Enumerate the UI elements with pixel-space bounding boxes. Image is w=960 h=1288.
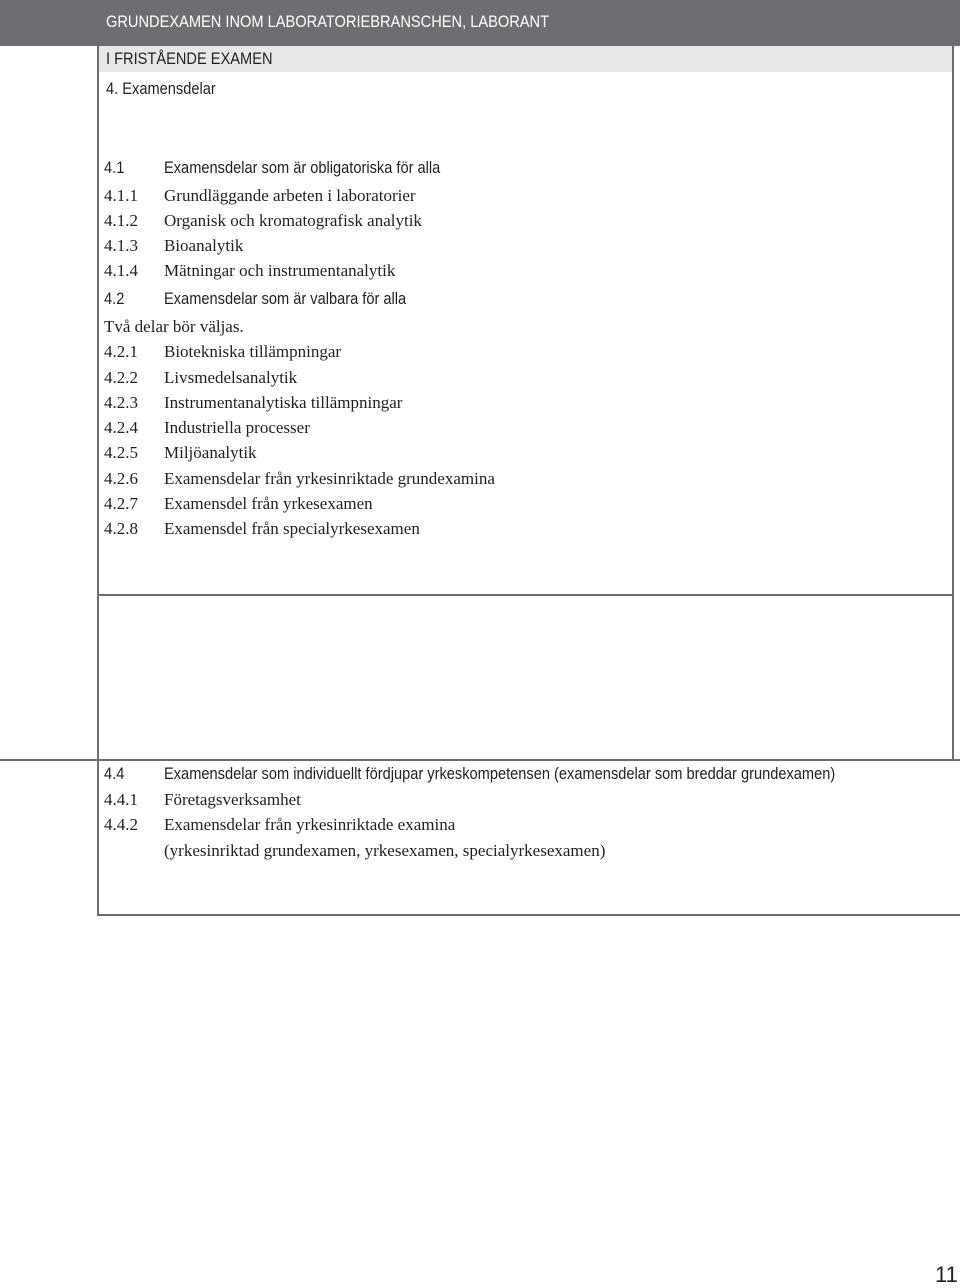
toc-text: Examensdel från yrkesexamen: [164, 494, 373, 513]
toc-text: Mätningar och instrumentanalytik: [164, 261, 396, 280]
page-header-title: GRUNDEXAMEN INOM LABORATORIEBRANSCHEN, LABORANT: [106, 12, 550, 31]
toc-number: 4.2.7: [104, 494, 138, 513]
toc-number: 4.1.3: [104, 236, 138, 255]
subheader-text: I FRISTÅENDE EXAMEN: [106, 49, 273, 68]
toc-number: 4.2.6: [104, 469, 138, 488]
toc-text: Examensdelar från yrkesinriktade examina: [164, 815, 456, 834]
toc-number: 4.2.8: [104, 519, 138, 538]
toc-text: Examensdelar från yrkesinriktade grundexamina: [164, 469, 495, 488]
toc-text: Examensdelar som är obligatoriska för alla: [164, 158, 441, 177]
toc-number: 4.4: [104, 764, 125, 783]
toc-number: 4.1.2: [104, 211, 138, 230]
toc-text: Examensdelar som är valbara för alla: [164, 289, 407, 308]
toc-number: 4.2.5: [104, 443, 138, 462]
toc-number: 4.1: [104, 158, 125, 177]
toc-number: 4.2.2: [104, 368, 138, 387]
toc-number: 4.1.1: [104, 186, 138, 205]
page-number: 11: [935, 1262, 958, 1287]
toc-text: Livsmedelsanalytik: [164, 368, 298, 387]
toc-text: Organisk och kromatografisk analytik: [164, 211, 422, 230]
toc-text: Biotekniska tillämpningar: [164, 342, 342, 361]
toc-text: Industriella processer: [164, 418, 310, 437]
toc-number: 4.4.1: [104, 790, 138, 809]
empty-section-box: [97, 596, 954, 759]
toc-number: 4.2.3: [104, 393, 138, 412]
toc-text: Examensdelar som individuellt fördjupar yrkeskompetensen (examensdelar som breddar grundexamen): [164, 764, 836, 783]
toc-number: 4.2: [104, 289, 125, 308]
toc-text: Grundläggande arbeten i laboratorier: [164, 186, 416, 205]
toc-text: Examensdel från specialyrkesexamen: [164, 519, 420, 538]
toc-text: Instrumentanalytiska tillämpningar: [164, 393, 403, 412]
toc-number: 4.2.1: [104, 342, 138, 361]
toc-text: (yrkesinriktad grundexamen, yrkesexamen, specialyrkesexamen): [164, 841, 606, 860]
toc-text: Miljöanalytik: [164, 443, 257, 462]
toc-text: Bioanalytik: [164, 236, 244, 255]
toc-text: Två delar bör väljas.: [104, 317, 244, 336]
toc-number: 4.2.4: [104, 418, 138, 437]
toc-text: Företagsverksamhet: [164, 790, 301, 809]
toc-number: 4.1.4: [104, 261, 138, 280]
toc-number: 4.4.2: [104, 815, 138, 834]
section-heading: 4. Examensdelar: [106, 79, 216, 98]
